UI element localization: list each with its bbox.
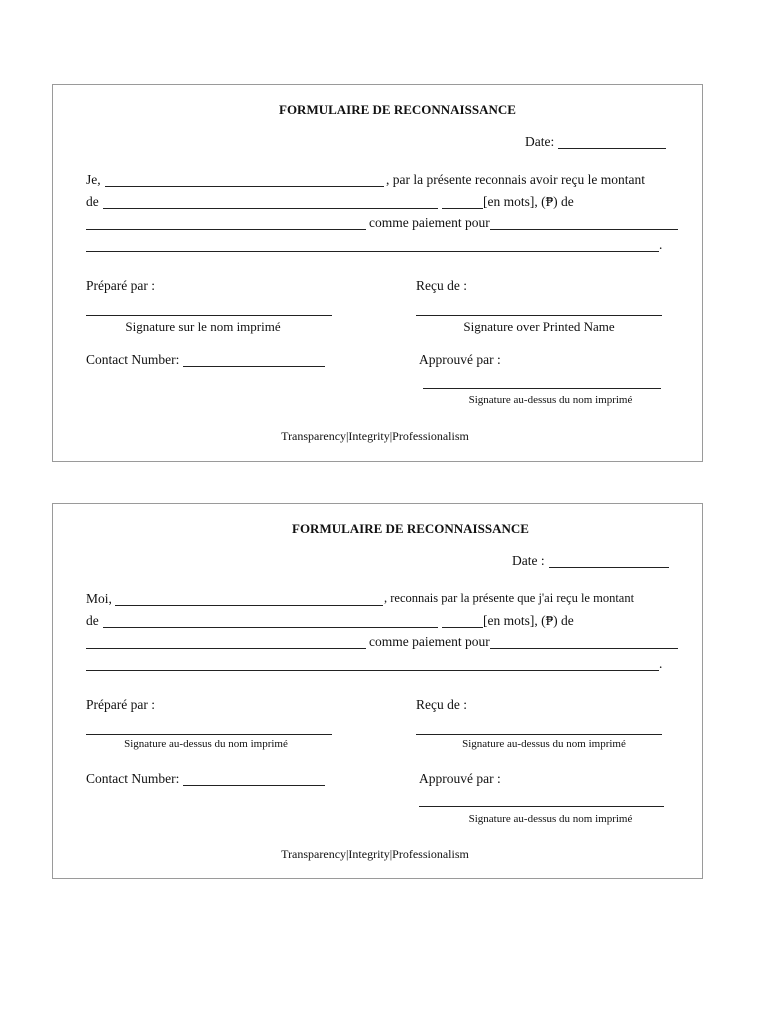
payment-for-label: comme paiement pour [369, 215, 490, 230]
form-title: FORMULAIRE DE RECONNAISSANCE [292, 521, 529, 536]
approved-by-signature-line[interactable] [419, 806, 664, 807]
contact-number-field[interactable] [183, 366, 325, 367]
amount-prefix: de [86, 194, 99, 209]
prepared-by-label: Préparé par : [86, 278, 155, 293]
form-title: FORMULAIRE DE RECONNAISSANCE [279, 102, 516, 117]
recipient-name-field[interactable] [115, 605, 383, 606]
recipient-prefix: Moi, [86, 591, 112, 606]
acknowledgement-form-1 [52, 84, 703, 462]
recipient-name-field[interactable] [105, 186, 384, 187]
approved-by-label: Approuvé par : [419, 352, 501, 367]
contact-number-label: Contact Number: [86, 352, 180, 367]
line-end-period: . [659, 237, 663, 252]
prepared-by-caption: Signature au-dessus du nom imprimé [124, 738, 288, 750]
received-from-caption: Signature au-dessus du nom imprimé [462, 738, 626, 750]
amount-figures-field[interactable] [86, 229, 366, 230]
amount-words-label: [en mots], (₱) de [483, 194, 574, 209]
prepared-by-caption: Signature sur le nom imprimé [125, 319, 281, 334]
date-field[interactable] [558, 148, 666, 149]
line-end-period: . [659, 656, 663, 671]
approved-by-label: Approuvé par : [419, 771, 501, 786]
approved-by-caption: Signature au-dessus du nom imprimé [468, 813, 633, 825]
date-label: Date : [512, 553, 545, 568]
acknowledgement-form-2 [52, 503, 703, 879]
approved-by-caption: Signature au-dessus du nom imprimé [468, 394, 633, 406]
received-from-label: Reçu de : [416, 697, 467, 712]
prepared-by-label: Préparé par : [86, 697, 155, 712]
date-field[interactable] [549, 567, 669, 568]
amount-words-field-2[interactable] [442, 627, 483, 628]
payment-purpose-field-2[interactable] [86, 670, 659, 671]
amount-words-field-2[interactable] [442, 208, 483, 209]
footer-motto: Transparency|Integrity|Professionalism [281, 429, 469, 443]
received-from-signature-line[interactable] [416, 315, 662, 316]
contact-number-field[interactable] [183, 785, 325, 786]
payment-purpose-field[interactable] [490, 229, 678, 230]
amount-words-field[interactable] [103, 627, 438, 628]
amount-words-field[interactable] [103, 208, 438, 209]
recipient-prefix: Je, [86, 172, 101, 187]
received-from-caption: Signature over Printed Name [463, 319, 615, 334]
received-from-label: Reçu de : [416, 278, 467, 293]
footer-motto: Transparency|Integrity|Professionalism [281, 847, 469, 861]
prepared-by-signature-line[interactable] [86, 315, 332, 316]
acknowledgement-text: , reconnais par la présente que j'ai reçu le montant [384, 591, 635, 605]
payment-purpose-field-2[interactable] [86, 251, 659, 252]
payment-purpose-field[interactable] [490, 648, 678, 649]
date-label: Date: [525, 134, 555, 149]
acknowledgement-text: , par la présente reconnais avoir reçu le montant [386, 172, 646, 187]
amount-prefix: de [86, 613, 99, 628]
approved-by-signature-line[interactable] [423, 388, 661, 389]
amount-words-label: [en mots], (₱) de [483, 613, 574, 628]
contact-number-label: Contact Number: [86, 771, 180, 786]
amount-figures-field[interactable] [86, 648, 366, 649]
payment-for-label: comme paiement pour [369, 634, 490, 649]
received-from-signature-line[interactable] [416, 734, 662, 735]
prepared-by-signature-line[interactable] [86, 734, 332, 735]
